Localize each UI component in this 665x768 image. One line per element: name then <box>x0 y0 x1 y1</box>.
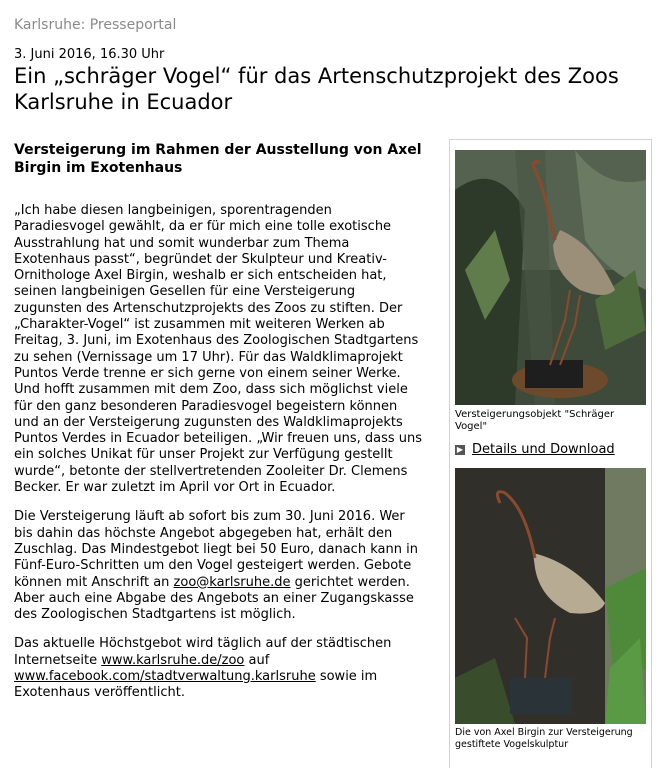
bird-sculpture-image-2 <box>455 468 646 724</box>
paragraph-2-text-a: Die Versteigerung läuft ab sofort bis zum 30. Juni 2016. Wer bis dahin das höchste Angebot abgegeben hat, erhält den Zuschlag. Das Mindestgebot liegt bei 50 Euro, danach kann in Fünf-Euro-Schritten um den Vogel gesteigert werden. Gebote können mit Anschrift an <box>14 509 418 590</box>
zoo-website-link[interactable]: www.karlsruhe.de/zoo <box>101 652 245 668</box>
facebook-link[interactable]: www.facebook.com/stadtverwaltung.karlsruhe <box>14 669 316 685</box>
paragraph-3-text-c: sowie im Exotenhaus veröffentlicht. <box>14 669 378 701</box>
details-download-link[interactable]: Details und Download <box>472 442 615 457</box>
photo-2-caption: Die von Axel Birgin zur Versteigerung gestiftete Vogelskulptur <box>455 727 633 750</box>
image-sidebar <box>449 139 652 768</box>
arrow-right-icon: ▶ <box>456 444 464 454</box>
bird-sculpture-photo-1[interactable] <box>455 150 646 405</box>
bird-sculpture-photo-2[interactable] <box>455 468 646 724</box>
paragraph-3-text-b: auf <box>244 652 270 668</box>
portal-title: Karlsruhe: Presseportal <box>14 17 177 33</box>
paragraph-3-text-a: Das aktuelle Höchstgebot wird täglich auf der städtischen Internetseite <box>14 636 392 668</box>
photo-1-caption: Versteigerungsobjekt "Schräger Vogel" <box>455 409 615 432</box>
article-subheading: Versteigerung im Rahmen der Ausstellung von Axel Birgin im Exotenhaus <box>14 142 422 176</box>
paragraph-1: „Ich habe diesen langbeinigen, sporentragenden Paradiesvogel gewählt, da er für mich eine tolle exotische Ausstrahlung hat und somit wunderbar zum Thema Exotenhaus passt“, begründet der Skulpteur und Kreativ-Ornithologe Axel Birgin, weshalb er sich entscheiden hat, seinen langbeinigen Gesellen für eine Versteigerung zugunsten des Artenschutzprojekts des Zoos zu stiften. Der „Charakter-Vogel“ ist zusammen mit weiteren Werken ab Freitag, 3. Juni, im Exotenhaus des Zoologischen Stadtgartens zu sehen (Vernissage um 17 Uhr). Für das Waldklimaprojekt Puntos Verde trenne er sich gerne von einem seiner Werke. Und hofft zusammen mit dem Zoo, dass sich möglichst viele für den ganz besonderen Paradiesvogel begeistern können und an der Versteigerung zugunsten des Waldklimaprojekts Puntos Verdes in Ecuador beteiligen. „Wir freuen uns, dass uns ein solches Unikat für unser Projekt zur Verfügung gestellt wurde“, betonte der stellvertretenden Zooleiter Dr. Clemens Becker. Er war zuletzt im April vor Ort in Ecuador. <box>14 203 423 496</box>
article-body <box>14 141 424 715</box>
paragraph-3 <box>14 636 424 701</box>
email-link[interactable]: zoo@karlsruhe.de <box>173 574 291 590</box>
bird-sculpture-image-1 <box>455 150 646 405</box>
download-row <box>455 442 615 457</box>
publish-date: 3. Juni 2016, 16.30 Uhr <box>14 47 165 62</box>
paragraph-2 <box>14 509 424 623</box>
paragraph-2-text-b: gerichtet werden. Aber auch eine Abgabe des Angebots an einer Zugangskasse des Zoologischen Stadtgartens ist möglich. <box>14 574 414 623</box>
article-title: Ein „schräger Vogel“ für das Artenschutzprojekt des Zoos Karlsruhe in Ecuador <box>14 64 619 114</box>
